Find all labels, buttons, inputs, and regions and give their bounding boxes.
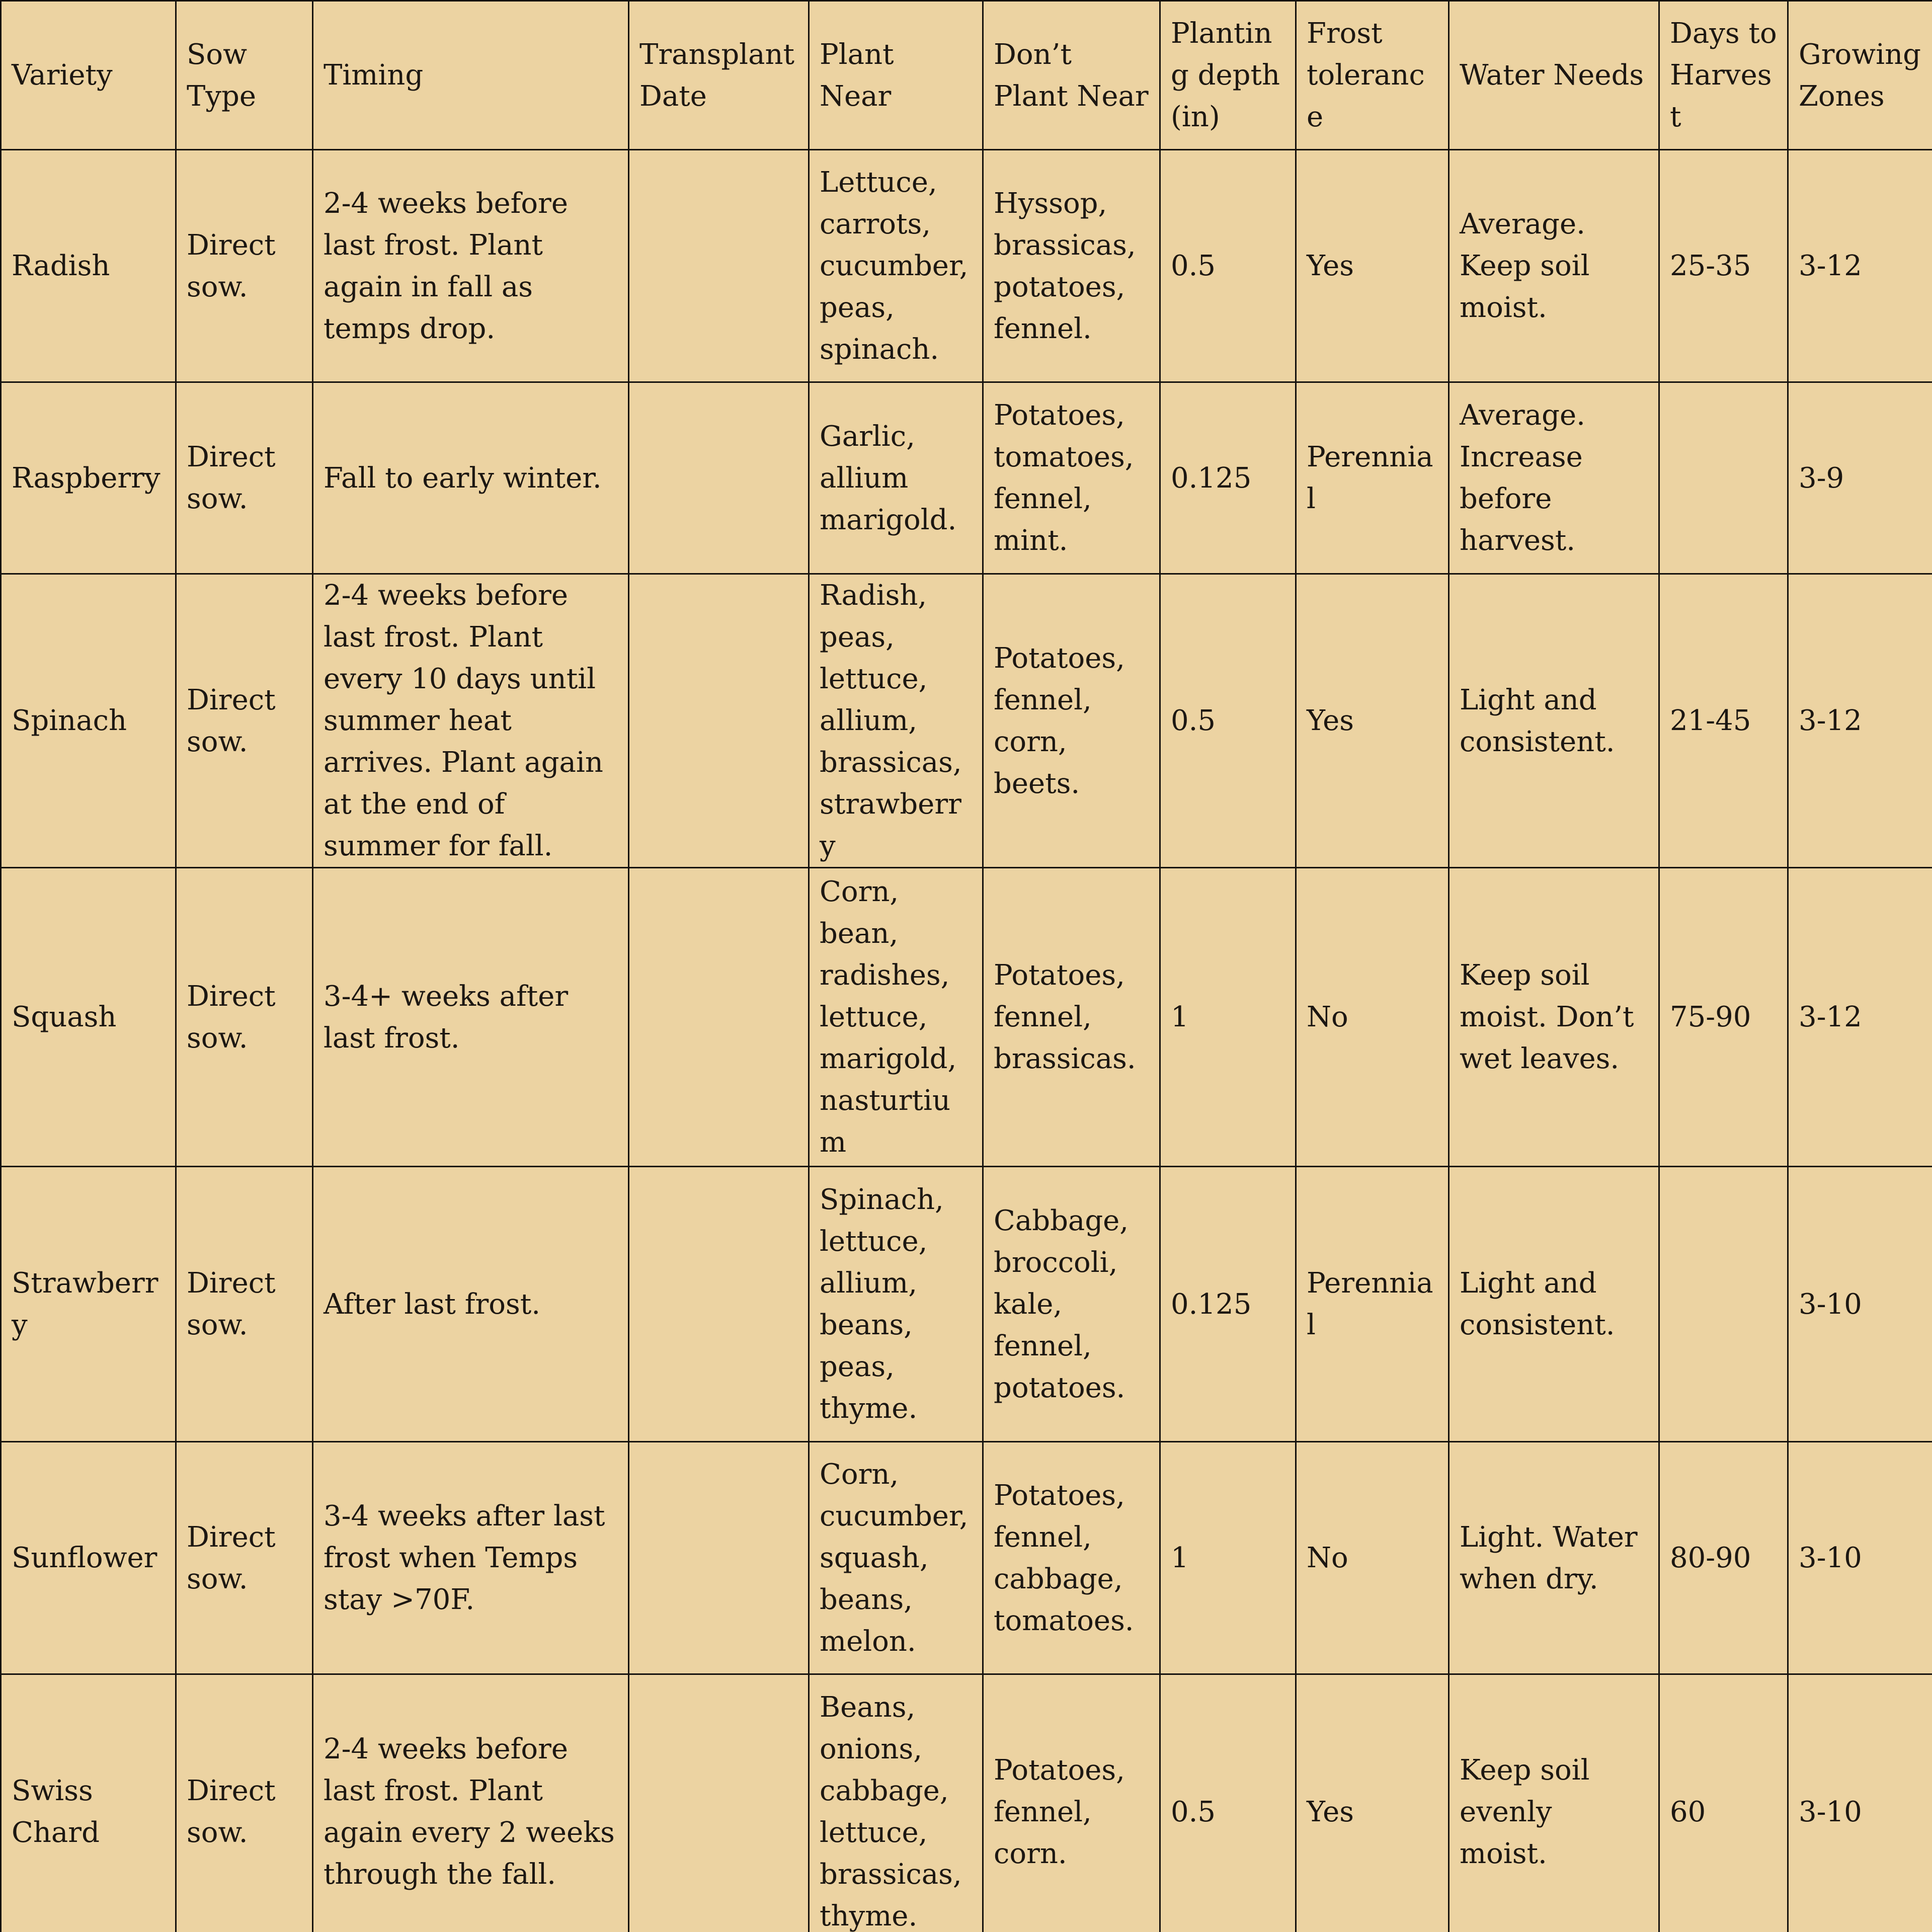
cell-frost-tolerance: Perennial bbox=[1296, 382, 1449, 574]
cell-frost-tolerance: Yes bbox=[1296, 574, 1449, 868]
cell-water-needs: Average. Keep soil moist. bbox=[1449, 150, 1659, 382]
cell-variety: Sunflower bbox=[1, 1442, 176, 1674]
cell-growing-zones: 3-12 bbox=[1788, 574, 1932, 868]
header-frost-tolerance: Frost tolerance bbox=[1296, 1, 1449, 150]
cell-frost-tolerance: Yes bbox=[1296, 1674, 1449, 1932]
table-row-swiss-chard bbox=[1, 1674, 1932, 1932]
header-plant-near: Plant Near bbox=[809, 1, 983, 150]
cell-variety: Raspberry bbox=[1, 382, 176, 574]
cell-planting-depth: 1 bbox=[1160, 868, 1296, 1167]
cell-plant-near: Beans, onions, cabbage, lettuce, brassicas, thyme. bbox=[809, 1674, 983, 1932]
cell-timing: Fall to early winter. bbox=[313, 382, 629, 574]
header-planting-depth: Planting depth (in) bbox=[1160, 1, 1296, 150]
cell-plant-near: Garlic, allium marigold. bbox=[809, 382, 983, 574]
cell-sow-type: Direct sow. bbox=[176, 1442, 313, 1674]
cell-variety: Spinach bbox=[1, 574, 176, 868]
cell-water-needs: Keep soil evenly moist. bbox=[1449, 1674, 1659, 1932]
cell-transplant-date bbox=[629, 1167, 809, 1442]
cell-planting-depth: 0.5 bbox=[1160, 150, 1296, 382]
cell-growing-zones: 3-10 bbox=[1788, 1442, 1932, 1674]
cell-plant-near: Corn, bean, radishes, lettuce, marigold, nasturtium bbox=[809, 868, 983, 1167]
table-row-strawberry bbox=[1, 1167, 1932, 1442]
cell-dont-plant-near: Cabbage, broccoli, kale, fennel, potatoes. bbox=[983, 1167, 1160, 1442]
cell-transplant-date bbox=[629, 574, 809, 868]
cell-frost-tolerance: No bbox=[1296, 868, 1449, 1167]
header-timing: Timing bbox=[313, 1, 629, 150]
header-water-needs: Water Needs bbox=[1449, 1, 1659, 150]
cell-plant-near: Spinach, lettuce, allium, beans, peas, thyme. bbox=[809, 1167, 983, 1442]
cell-sow-type: Direct sow. bbox=[176, 868, 313, 1167]
cell-timing: 3-4 weeks after last frost when Temps stay >70F. bbox=[313, 1442, 629, 1674]
cell-sow-type: Direct sow. bbox=[176, 1167, 313, 1442]
header-variety: Variety bbox=[1, 1, 176, 150]
cell-timing: 2-4 weeks before last frost. Plant every 10 days until summer heat arrives. Plant again at the end of summer for fall. bbox=[313, 574, 629, 868]
header-growing-zones: Growing Zones bbox=[1788, 1, 1932, 150]
cell-days-to-harvest bbox=[1659, 1167, 1788, 1442]
cell-water-needs: Light and consistent. bbox=[1449, 574, 1659, 868]
cell-growing-zones: 3-12 bbox=[1788, 868, 1932, 1167]
cell-days-to-harvest bbox=[1659, 382, 1788, 574]
cell-plant-near: Corn, cucumber, squash, beans, melon. bbox=[809, 1442, 983, 1674]
cell-planting-depth: 0.5 bbox=[1160, 574, 1296, 868]
cell-dont-plant-near: Potatoes, tomatoes, fennel, mint. bbox=[983, 382, 1160, 574]
table-row-sunflower bbox=[1, 1442, 1932, 1674]
cell-timing: After last frost. bbox=[313, 1167, 629, 1442]
cell-variety: Strawberry bbox=[1, 1167, 176, 1442]
header-sow-type: Sow Type bbox=[176, 1, 313, 150]
cell-plant-near: Radish, peas, lettuce, allium, brassicas, strawberry bbox=[809, 574, 983, 868]
cell-variety: Swiss Chard bbox=[1, 1674, 176, 1932]
cell-water-needs: Light. Water when dry. bbox=[1449, 1442, 1659, 1674]
cell-water-needs: Average. Increase before harvest. bbox=[1449, 382, 1659, 574]
cell-days-to-harvest: 80-90 bbox=[1659, 1442, 1788, 1674]
cell-sow-type: Direct sow. bbox=[176, 382, 313, 574]
header-days-to-harvest: Days to Harvest bbox=[1659, 1, 1788, 150]
cell-dont-plant-near: Potatoes, fennel, corn. bbox=[983, 1674, 1160, 1932]
cell-dont-plant-near: Potatoes, fennel, cabbage, tomatoes. bbox=[983, 1442, 1160, 1674]
cell-days-to-harvest: 21-45 bbox=[1659, 574, 1788, 868]
cell-planting-depth: 0.125 bbox=[1160, 1167, 1296, 1442]
cell-transplant-date bbox=[629, 868, 809, 1167]
cell-variety: Squash bbox=[1, 868, 176, 1167]
cell-dont-plant-near: Hyssop, brassicas, potatoes, fennel. bbox=[983, 150, 1160, 382]
cell-plant-near: Lettuce, carrots, cucumber, peas, spinach. bbox=[809, 150, 983, 382]
cell-frost-tolerance: Perennial bbox=[1296, 1167, 1449, 1442]
cell-days-to-harvest: 25-35 bbox=[1659, 150, 1788, 382]
cell-frost-tolerance: Yes bbox=[1296, 150, 1449, 382]
cell-planting-depth: 0.125 bbox=[1160, 382, 1296, 574]
cell-planting-depth: 1 bbox=[1160, 1442, 1296, 1674]
cell-variety: Radish bbox=[1, 150, 176, 382]
cell-timing: 3-4+ weeks after last frost. bbox=[313, 868, 629, 1167]
cell-transplant-date bbox=[629, 1674, 809, 1932]
cell-water-needs: Light and consistent. bbox=[1449, 1167, 1659, 1442]
cell-dont-plant-near: Potatoes, fennel, brassicas. bbox=[983, 868, 1160, 1167]
cell-transplant-date bbox=[629, 150, 809, 382]
cell-transplant-date bbox=[629, 382, 809, 574]
cell-sow-type: Direct sow. bbox=[176, 1674, 313, 1932]
table-row-raspberry bbox=[1, 382, 1932, 574]
cell-dont-plant-near: Potatoes, fennel, corn, beets. bbox=[983, 574, 1160, 868]
cell-growing-zones: 3-12 bbox=[1788, 150, 1932, 382]
cell-frost-tolerance: No bbox=[1296, 1442, 1449, 1674]
cell-growing-zones: 3-9 bbox=[1788, 382, 1932, 574]
header-row bbox=[1, 1, 1932, 150]
cell-sow-type: Direct sow. bbox=[176, 150, 313, 382]
cell-growing-zones: 3-10 bbox=[1788, 1167, 1932, 1442]
cell-growing-zones: 3-10 bbox=[1788, 1674, 1932, 1932]
header-dont-plant-near: Don’t Plant Near bbox=[983, 1, 1160, 150]
cell-transplant-date bbox=[629, 1442, 809, 1674]
cell-water-needs: Keep soil moist. Don’t wet leaves. bbox=[1449, 868, 1659, 1167]
table-row-spinach bbox=[1, 574, 1932, 868]
cell-planting-depth: 0.5 bbox=[1160, 1674, 1296, 1932]
cell-timing: 2-4 weeks before last frost. Plant again in fall as temps drop. bbox=[313, 150, 629, 382]
header-transplant-date: Transplant Date bbox=[629, 1, 809, 150]
cell-days-to-harvest: 75-90 bbox=[1659, 868, 1788, 1167]
table-row-radish bbox=[1, 150, 1932, 382]
cell-sow-type: Direct sow. bbox=[176, 574, 313, 868]
cell-timing: 2-4 weeks before last frost. Plant again every 2 weeks through the fall. bbox=[313, 1674, 629, 1932]
cell-days-to-harvest: 60 bbox=[1659, 1674, 1788, 1932]
table-row-squash bbox=[1, 868, 1932, 1167]
